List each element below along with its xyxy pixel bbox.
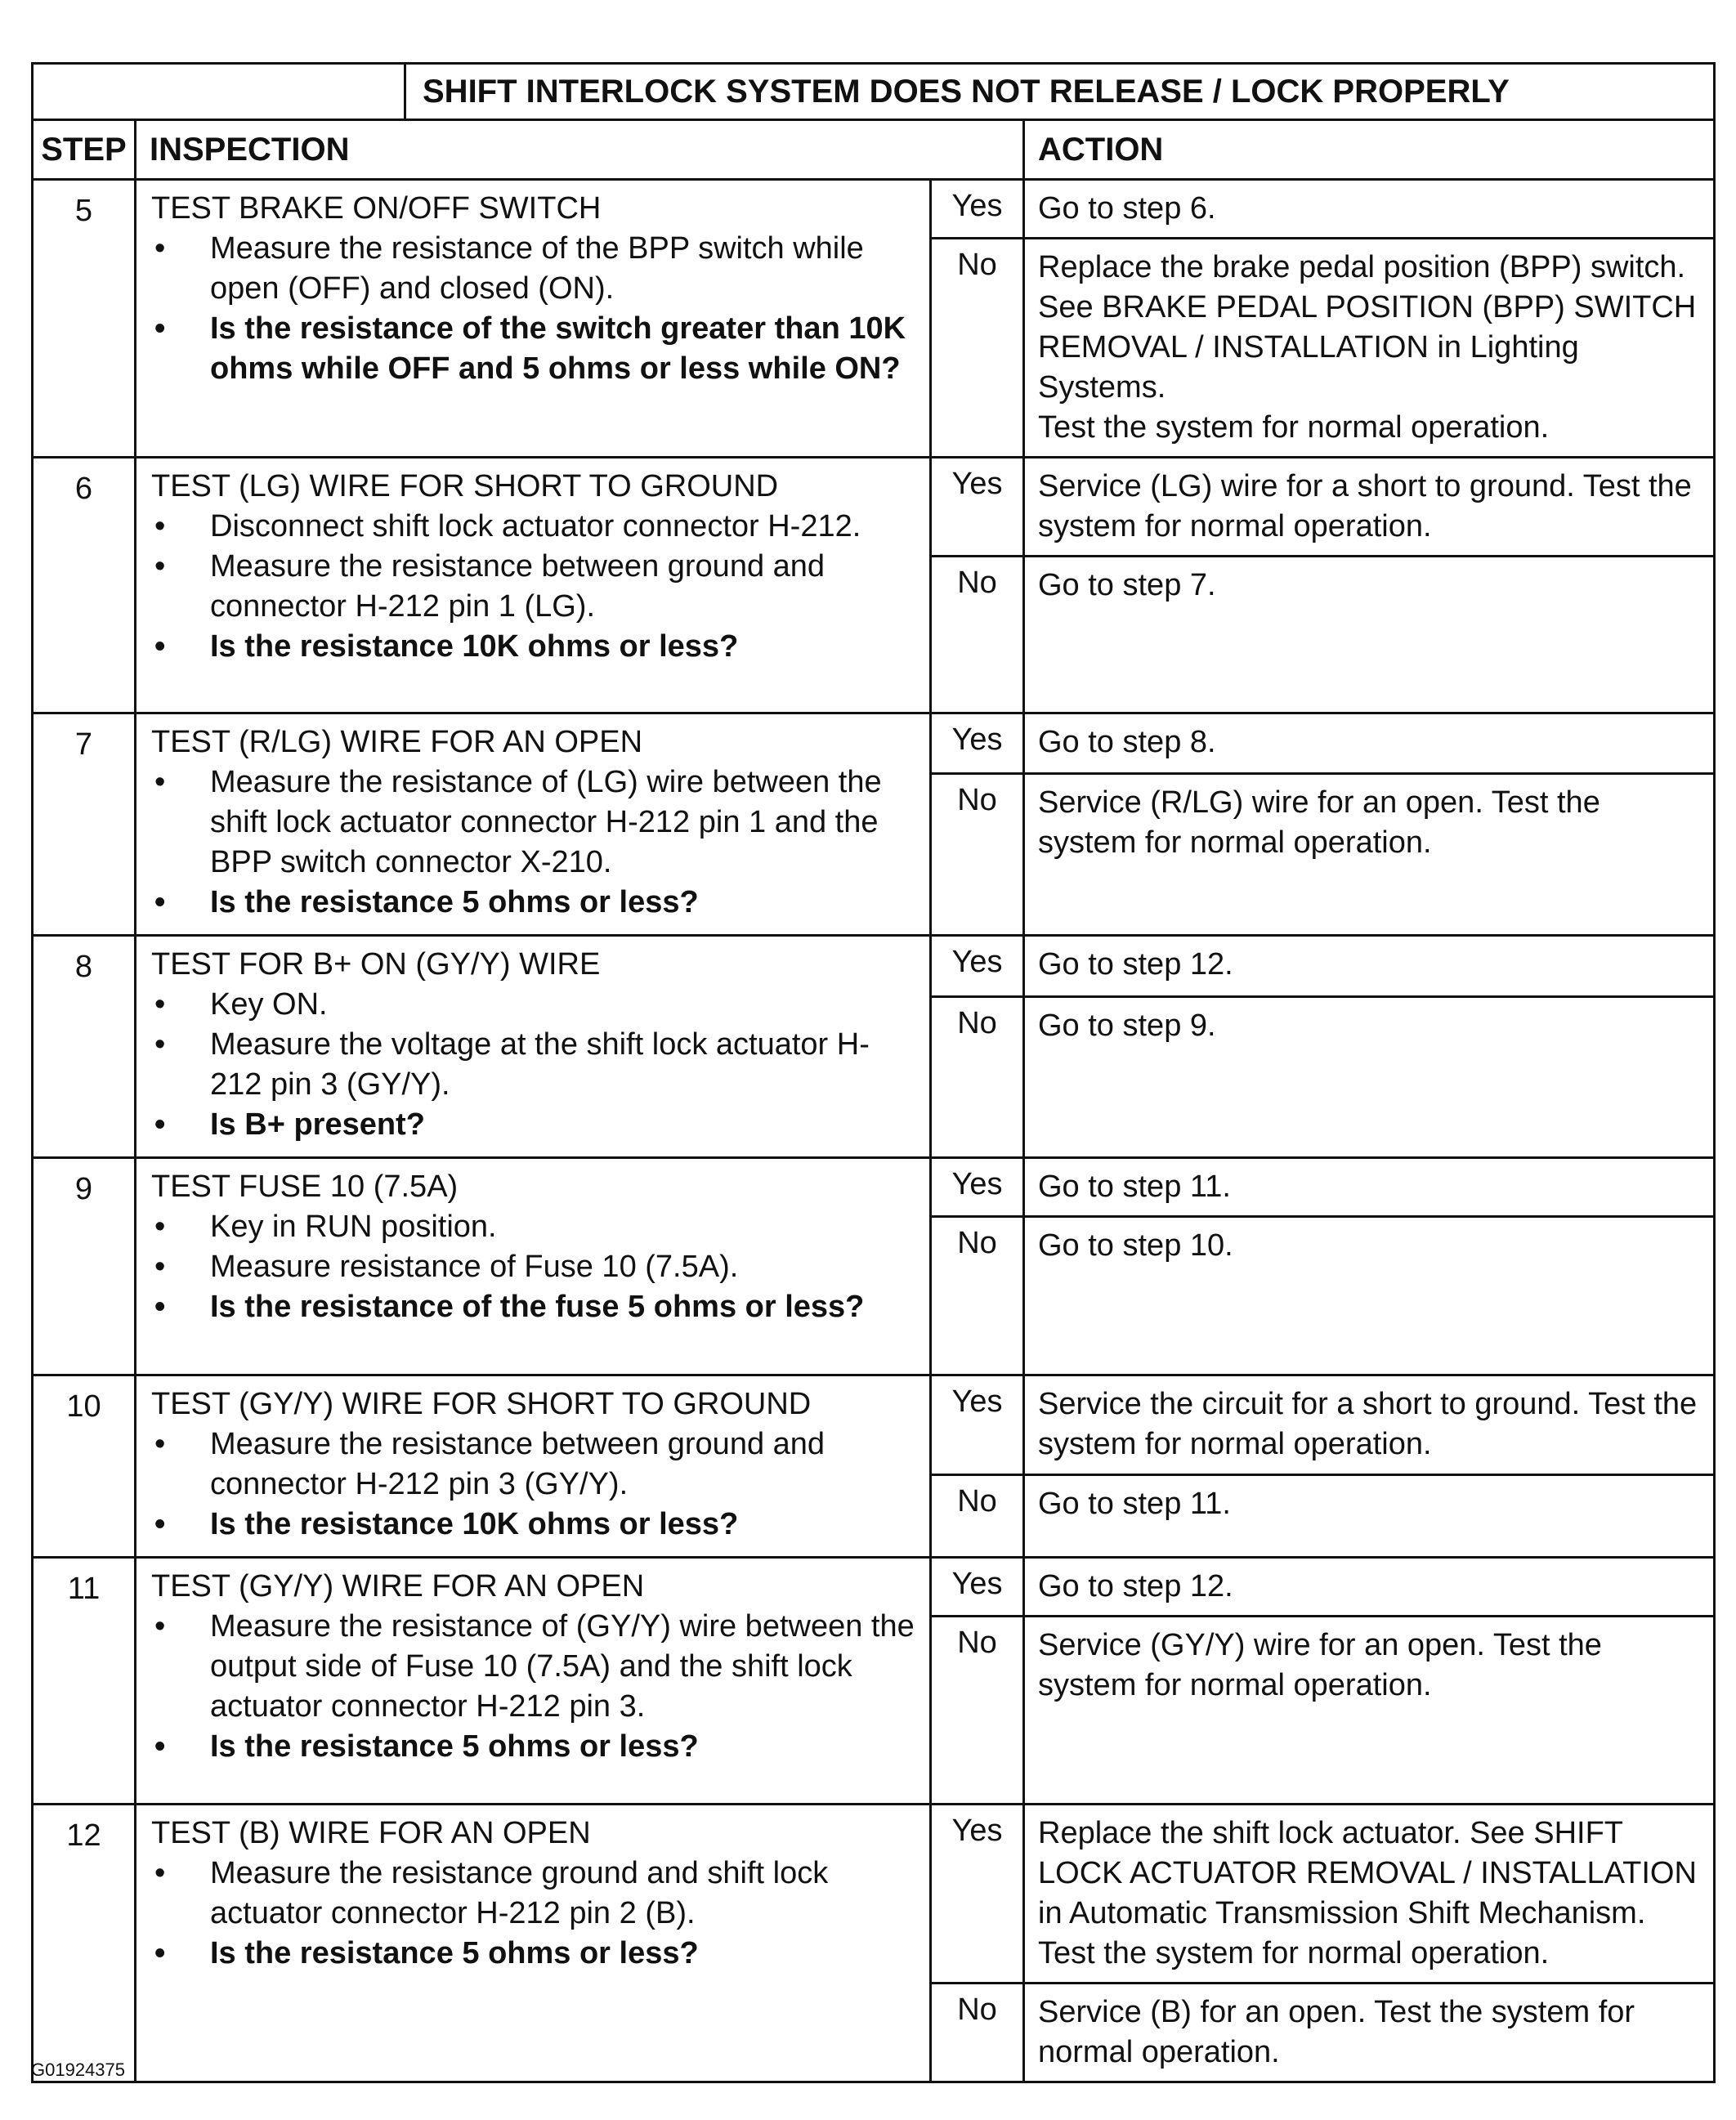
- no-label: No: [931, 1984, 1024, 2082]
- no-label: No: [931, 239, 1024, 458]
- yes-action: Service (LG) wire for a short to ground. Test the system for normal operation.: [1024, 458, 1715, 557]
- header-inspection: INSPECTION: [136, 120, 1024, 180]
- test-title: TEST FOR B+ ON (GY/Y) WIRE: [151, 947, 601, 982]
- no-action: Go to step 9.: [1024, 996, 1715, 1157]
- no-action: Go to step 11.: [1024, 1475, 1715, 1558]
- test-title: TEST (B) WIRE FOR AN OPEN: [151, 1816, 591, 1850]
- test-title: TEST (GY/Y) WIRE FOR AN OPEN: [151, 1569, 645, 1603]
- inspection-bullet: • Disconnect shift lock actuator connector H-212.: [151, 507, 918, 547]
- yes-action: Service the circuit for a short to ground. Test the system for normal operation.: [1024, 1375, 1715, 1475]
- step-row: [33, 1375, 1715, 1475]
- yes-label: Yes: [931, 180, 1024, 239]
- inspection-cell: [136, 458, 931, 713]
- yes-label: Yes: [931, 458, 1024, 557]
- step-row: [33, 1558, 1715, 1617]
- header-action: ACTION: [1024, 120, 1715, 180]
- inspection-question: • Is the resistance 5 ohms or less?: [151, 1934, 918, 1974]
- diagnostic-steps: [33, 180, 1715, 2082]
- yes-action: Replace the shift lock actuator. See SHIFT LOCK ACTUATOR REMOVAL / INSTALLATION in Automatic Transmission Shift Mechanism. Test the system for normal operation.: [1024, 1805, 1715, 1984]
- no-action: Replace the brake pedal position (BPP) switch. See BRAKE PEDAL POSITION (BPP) SWITCH REMOVAL / INSTALLATION in Lighting Systems. Test the system for normal operation.: [1024, 239, 1715, 458]
- test-title: TEST BRAKE ON/OFF SWITCH: [151, 191, 602, 226]
- inspection-question: • Is the resistance 10K ohms or less?: [151, 627, 918, 667]
- no-label: No: [931, 1217, 1024, 1375]
- yes-label: Yes: [931, 1158, 1024, 1217]
- inspection-question: • Is B+ present?: [151, 1105, 918, 1145]
- inspection-bullet: • Measure the resistance of (GY/Y) wire between the output side of Fuse 10 (7.5A) and the shift lock actuator connector H-212 pin 3.: [151, 1607, 918, 1727]
- inspection-bullet: • Key in RUN position.: [151, 1207, 918, 1247]
- step-row: [33, 180, 1715, 239]
- inspection-bullet: • Measure the resistance between ground and connector H-212 pin 1 (LG).: [151, 547, 918, 627]
- yes-action: Go to step 11.: [1024, 1158, 1715, 1217]
- inspection-question: • Is the resistance 5 ohms or less?: [151, 883, 918, 923]
- no-label: No: [931, 1475, 1024, 1558]
- inspection-bullets: [151, 1854, 918, 1974]
- inspection-bullets: [151, 507, 918, 667]
- step-row: [33, 936, 1715, 997]
- test-title: TEST FUSE 10 (7.5A): [151, 1170, 459, 1204]
- no-label: No: [931, 996, 1024, 1157]
- inspection-cell: [136, 713, 931, 936]
- inspection-cell: [136, 1558, 931, 1805]
- step-number: 11: [33, 1558, 136, 1805]
- no-label: No: [931, 1617, 1024, 1805]
- test-title: TEST (LG) WIRE FOR SHORT TO GROUND: [151, 469, 779, 503]
- table-title: SHIFT INTERLOCK SYSTEM DOES NOT RELEASE / LOCK PROPERLY: [405, 64, 1715, 120]
- no-action: Service (R/LG) wire for an open. Test the system for normal operation.: [1024, 773, 1715, 935]
- inspection-question: • Is the resistance 10K ohms or less?: [151, 1505, 918, 1545]
- inspection-cell: [136, 1805, 931, 2082]
- inspection-bullets: [151, 1425, 918, 1545]
- yes-label: Yes: [931, 1558, 1024, 1617]
- step-row: [33, 1805, 1715, 1984]
- step-number: 7: [33, 713, 136, 936]
- test-title: TEST (R/LG) WIRE FOR AN OPEN: [151, 725, 643, 759]
- inspection-question: • Is the resistance of the fuse 5 ohms or less?: [151, 1287, 918, 1327]
- step-number: 8: [33, 936, 136, 1158]
- inspection-bullet: • Measure the resistance between ground and connector H-212 pin 3 (GY/Y).: [151, 1425, 918, 1505]
- inspection-question: • Is the resistance 5 ohms or less?: [151, 1727, 918, 1767]
- step-row: [33, 458, 1715, 557]
- inspection-bullet: • Measure the resistance of (LG) wire between the shift lock actuator connector H-212 pin 1 and the BPP switch connector X-210.: [151, 763, 918, 883]
- yes-action: Go to step 12.: [1024, 1558, 1715, 1617]
- inspection-bullet: • Measure the resistance of the BPP switch while open (OFF) and closed (ON).: [151, 229, 918, 309]
- inspection-cell: [136, 180, 931, 458]
- no-action: Go to step 10.: [1024, 1217, 1715, 1375]
- no-label: No: [931, 773, 1024, 935]
- yes-label: Yes: [931, 1805, 1024, 1984]
- inspection-cell: [136, 1375, 931, 1558]
- header-step: STEP: [33, 120, 136, 180]
- inspection-bullet: • Measure the resistance ground and shift lock actuator connector H-212 pin 2 (B).: [151, 1854, 918, 1934]
- title-spacer-cell: [33, 64, 405, 120]
- step-row: [33, 713, 1715, 774]
- inspection-bullet: • Measure resistance of Fuse 10 (7.5A).: [151, 1247, 918, 1287]
- step-number: 10: [33, 1375, 136, 1558]
- inspection-bullets: [151, 1607, 918, 1767]
- step-number: 12: [33, 1805, 136, 2082]
- yes-action: Go to step 12.: [1024, 936, 1715, 997]
- yes-label: Yes: [931, 713, 1024, 774]
- inspection-cell: [136, 1158, 931, 1375]
- inspection-bullets: [151, 229, 918, 389]
- title-row: [33, 64, 1715, 120]
- header-row: [33, 120, 1715, 180]
- yes-label: Yes: [931, 1375, 1024, 1475]
- step-number: 5: [33, 180, 136, 458]
- no-action: Go to step 7.: [1024, 557, 1715, 713]
- inspection-bullets: [151, 985, 918, 1145]
- no-label: No: [931, 557, 1024, 713]
- step-number: 6: [33, 458, 136, 713]
- inspection-bullet: • Measure the voltage at the shift lock actuator H-212 pin 3 (GY/Y).: [151, 1025, 918, 1105]
- inspection-bullets: [151, 1207, 918, 1327]
- diagnostic-table: [31, 62, 1716, 2083]
- no-action: Service (GY/Y) wire for an open. Test the system for normal operation.: [1024, 1617, 1715, 1805]
- inspection-bullet: • Key ON.: [151, 985, 918, 1025]
- test-title: TEST (GY/Y) WIRE FOR SHORT TO GROUND: [151, 1387, 812, 1421]
- inspection-bullets: [151, 763, 918, 923]
- yes-action: Go to step 8.: [1024, 713, 1715, 774]
- inspection-cell: [136, 936, 931, 1158]
- step-row: [33, 1158, 1715, 1217]
- yes-label: Yes: [931, 936, 1024, 997]
- figure-id: G01924375: [31, 2060, 125, 2080]
- no-action: Service (B) for an open. Test the system for normal operation.: [1024, 1984, 1715, 2082]
- yes-action: Go to step 6.: [1024, 180, 1715, 239]
- step-number: 9: [33, 1158, 136, 1375]
- inspection-question: • Is the resistance of the switch greater than 10K ohms while OFF and 5 ohms or less while ON?: [151, 309, 918, 389]
